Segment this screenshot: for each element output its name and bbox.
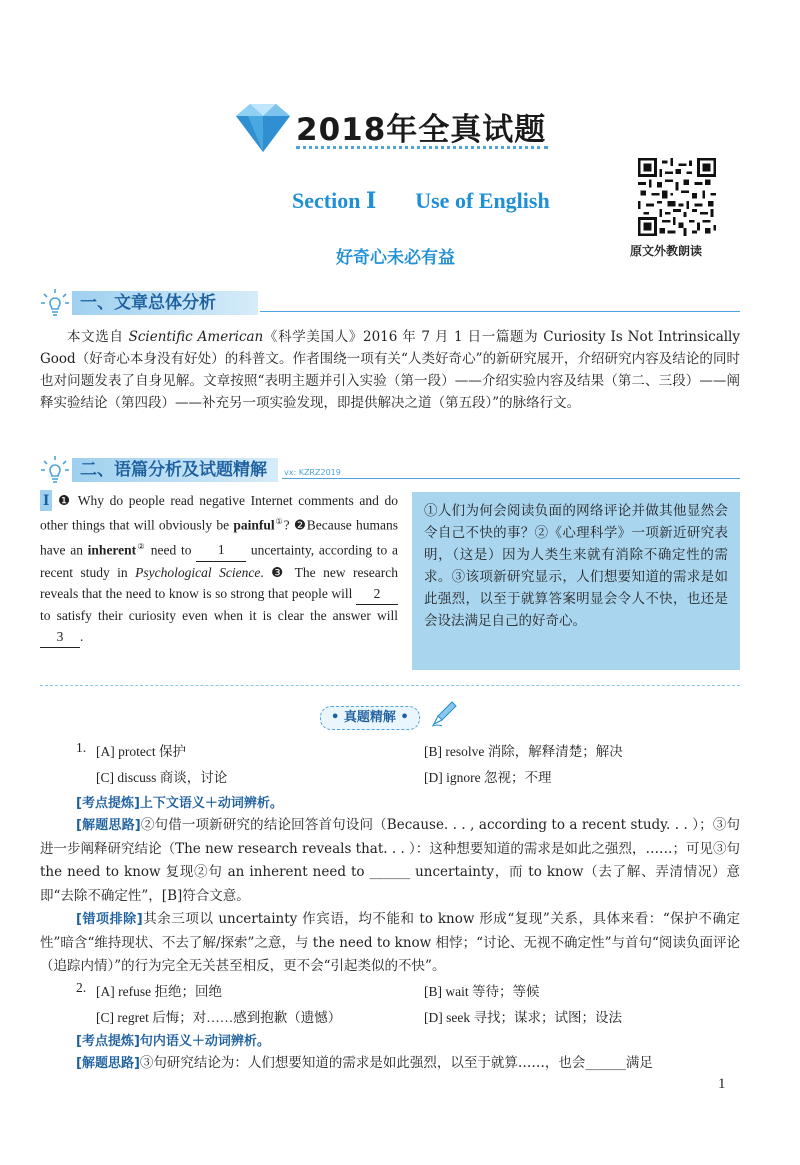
q1-option-d: [D] ignore 忽视；不理 [424, 770, 552, 785]
watermark: vx: KZRZ2019 [284, 468, 341, 477]
pen-icon [430, 700, 458, 728]
divider [40, 685, 740, 686]
q2-number: 2. [76, 980, 87, 995]
q2-option-c: [C] regret 后悔；对……感到抱歉（遗憾） [96, 1010, 342, 1025]
q1-elimination: [错项排除]其余三项以 uncertainty 作宾语，均不能和 to know 形成“复现”关系，具体来看：“保护不确定性”暗含“维持现状、不去了解/探索”之意，与 the need to know 相悖；“讨论、无视不确定性”与首句“阅读负面评论（追踪内情）”的行为完全无关甚至相反，更不会“引起类似的不快”。 [40, 911, 740, 974]
lightbulb-icon [40, 455, 70, 485]
passage-subtitle: 好奇心未必有益 [336, 248, 455, 268]
qr-caption: 原文外教朗读 [630, 244, 703, 258]
q1-reasoning: [解题思路]②句借一项新研究的结论回答首句设问（Because. . . , according to a recent study. . . ）；③句进一步阐释研究结论（The new research reveals that. . . ）：这种想要知道的需求是如此之强烈，……；可见③句 the need to know 复现②句 an inherent need to ______ uncertainty，而 to know（去了解、弄清情况）意即“去除不确定性”，[B]符合文意。 [40, 817, 740, 904]
overview-paragraph: 本文选自 Scientific American《科学美国人》2016 年 7 月 1 日一篇题为 Curiosity Is Not Intrinsically Good（好奇心本身没有好处）的科普文。作者围绕一项有关“人类好奇心”的新研究展开，介绍研究内容及结论的同时也对问题发表了自身见解。文章按照“表明主题并引入实验（第一段）——介绍实验内容及结果（第二、三段）——阐释实验结论（第四段）——补充另一项实验发现，即提供解决之道（第五段）”的脉络行文。 [40, 329, 741, 411]
blank-1: 1 [196, 539, 246, 561]
section-header-label: 一、文章总体分析 [80, 293, 216, 313]
section-heading [292, 188, 550, 214]
section-name: Use of English [415, 188, 550, 213]
section-header-analysis [40, 455, 740, 485]
q2-option-d: [D] seek 寻找；谋求；试图；设法 [424, 1010, 622, 1025]
q1-key-point: [考点提炼]上下文语义＋动词辨析。 [76, 796, 283, 811]
q1-number: 1. [76, 740, 87, 755]
blank-3: 3 [40, 626, 80, 648]
q1-option-a: [A] protect 保护 [96, 744, 186, 759]
page-number: 1 [718, 1076, 726, 1092]
q2-reasoning: [解题思路]③句研究结论为：人们想要知道的需求是如此强烈，以至于就算……，也会______满足 [76, 1055, 653, 1071]
section-header-overview [40, 288, 740, 318]
page-title: 2018年全真试题 [296, 112, 547, 148]
section-label: Section Ⅰ [292, 188, 377, 213]
blank-2: 2 [356, 583, 398, 605]
analysis-tag: • 真题精解 • [320, 706, 420, 730]
q2-option-b: [B] wait 等待；等候 [424, 984, 540, 999]
translation-box: ①人们为何会阅读负面的网络评论并做其他显然会令自己不快的事？②《心理科学》一项新近研究表明，（这是）因为人类生来就有消除不确定性的需求。③该项新研究显示，人们想要知道的需求是如此强烈，以至于就算答案明显会令人不快，也还是会设法满足自己的好奇心。 [412, 492, 740, 670]
qr-code-icon[interactable] [638, 158, 716, 236]
paragraph-number: Ⅰ [40, 490, 52, 511]
lightbulb-icon [40, 288, 70, 318]
q1-option-c: [C] discuss 商谈，讨论 [96, 770, 228, 785]
q1-option-b: [B] resolve 消除，解释清楚；解决 [424, 744, 623, 759]
diamond-icon [228, 100, 298, 156]
title-underline [296, 146, 548, 149]
section-header-label: 二、语篇分析及试题精解 [80, 460, 267, 480]
passage-paragraph-1: Ⅰ ❶ Why do people read negative Internet comments and do other things that will obviously be painful①? ❷Because humans have an inherent② need to 1 uncertainty, according to a recent study in Psychological Science. ❸ The new research reveals that the need to know is so strong that people will 2 to satisfy their curiosity even when it is clear the answer will 3 . [40, 490, 398, 648]
q2-option-a: [A] refuse 拒绝；回绝 [96, 984, 222, 999]
q2-key-point: [考点提炼]句内语义＋动词辨析。 [76, 1034, 270, 1049]
